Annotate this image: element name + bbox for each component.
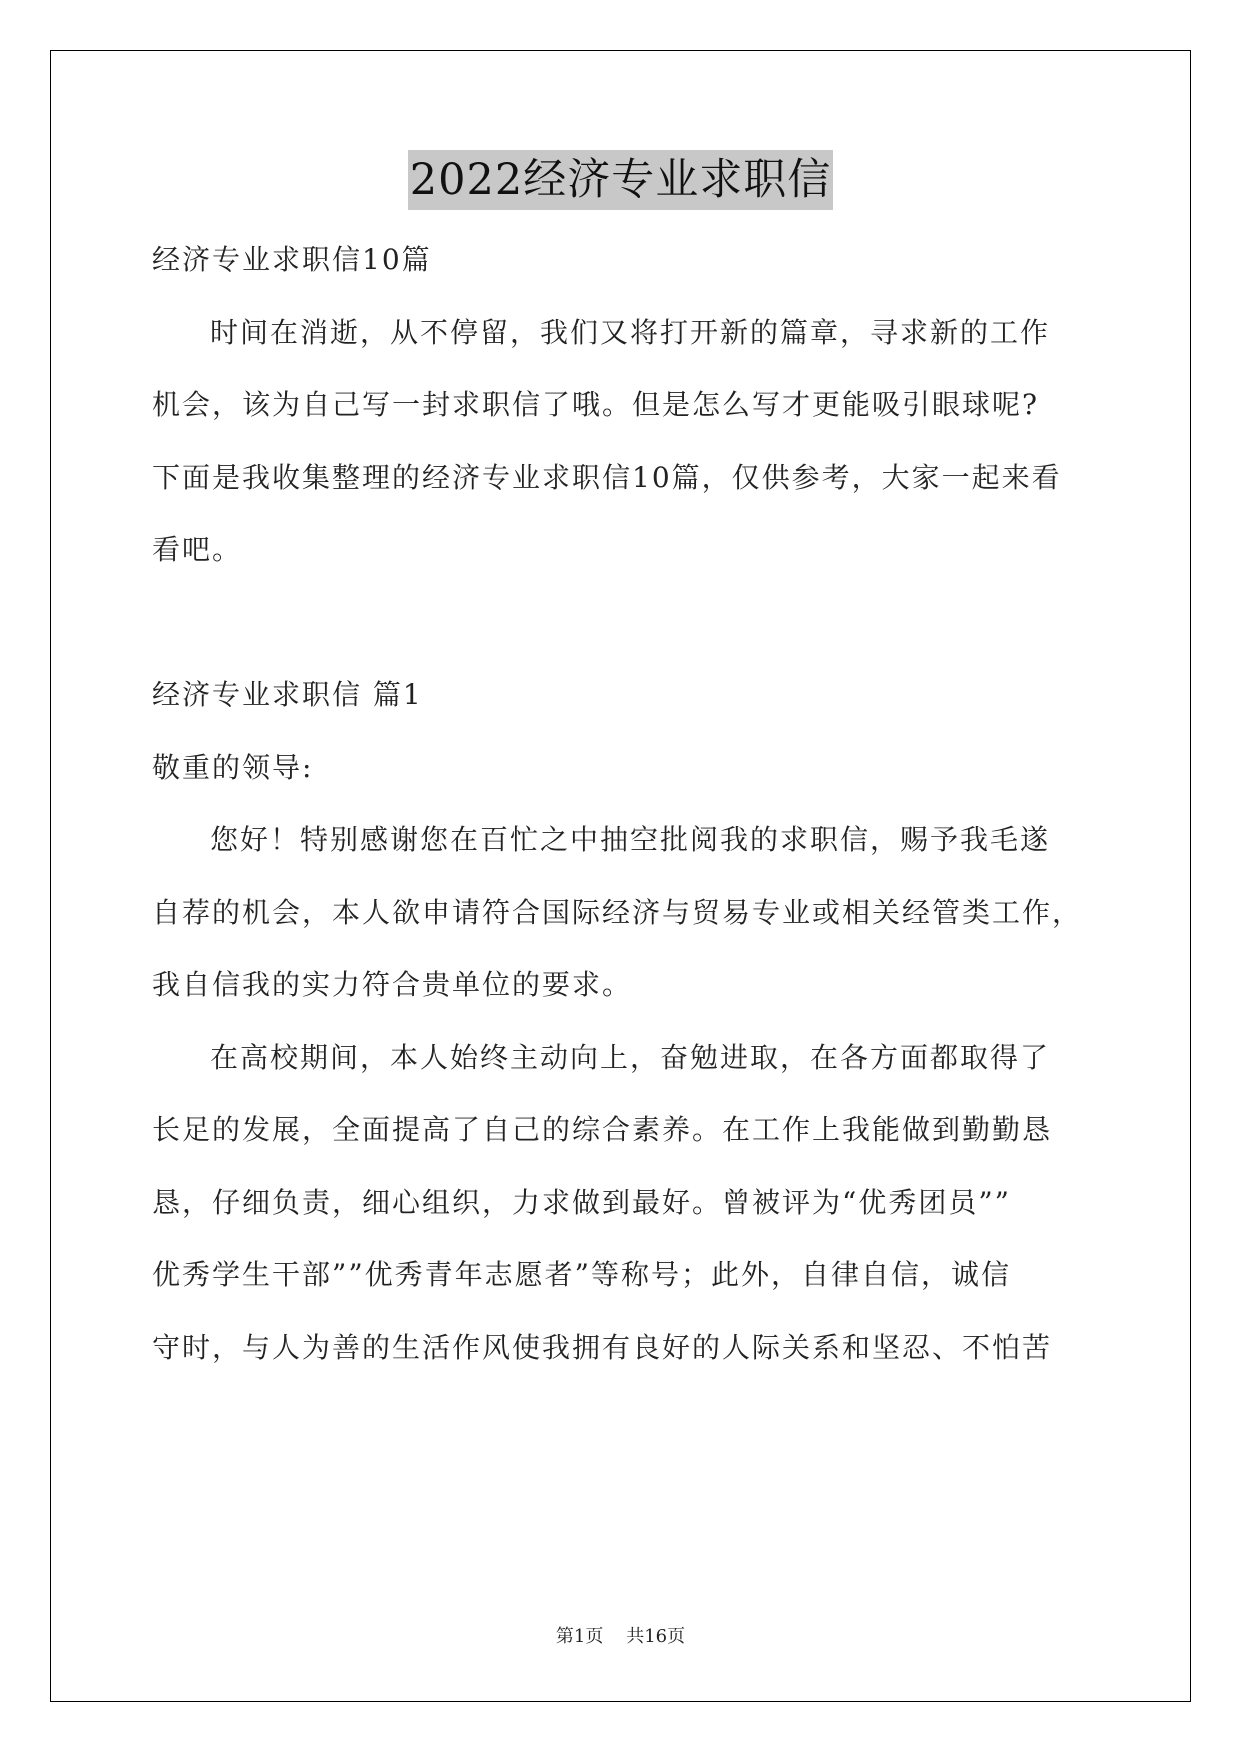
page-number: 第1页 bbox=[555, 1626, 604, 1647]
paragraph-line: 机会，该为自己写一封求职信了哦。但是怎么写才更能吸引眼球呢? bbox=[152, 388, 1040, 421]
paragraph-line: 下面是我收集整理的经济专业求职信10篇，仅供参考，大家一起来看 bbox=[152, 461, 1062, 494]
paragraph-line: 我自信我的实力符合贵单位的要求。 bbox=[152, 968, 633, 1001]
title-wrap bbox=[0, 150, 1241, 210]
paragraph-line: 长足的发展，全面提高了自己的综合素养。在工作上我能做到勤勤恳 bbox=[152, 1113, 1053, 1146]
salutation: 敬重的领导: bbox=[152, 751, 314, 784]
paragraph-line: 优秀学生干部””优秀青年志愿者”等称号；此外，自律自信，诚信 bbox=[152, 1258, 1011, 1291]
paragraph-line: 守时，与人为善的生活作风使我拥有良好的人际关系和坚忍、不怕苦 bbox=[152, 1331, 1053, 1364]
paragraph-line: 恳，仔细负责，细心组织，力求做到最好。曾被评为“优秀团员”” bbox=[152, 1186, 1011, 1219]
document-title: 2022经济专业求职信 bbox=[408, 150, 833, 210]
section-heading: 经济专业求职信 篇1 bbox=[152, 678, 423, 711]
paragraph-line: 自荐的机会，本人欲申请符合国际经济与贸易专业或相关经管类工作， bbox=[152, 896, 1083, 929]
paragraph-line: 看吧。 bbox=[152, 533, 243, 566]
document-subtitle: 经济专业求职信10篇 bbox=[152, 243, 432, 276]
page-border bbox=[50, 50, 1191, 1702]
page-total: 共16页 bbox=[626, 1626, 686, 1647]
page-footer bbox=[0, 1625, 1241, 1649]
paragraph-line: 时间在消逝，从不停留，我们又将打开新的篇章，寻求新的工作 bbox=[210, 316, 1051, 349]
paragraph-line: 您好！特别感谢您在百忙之中抽空批阅我的求职信，赐予我毛遂 bbox=[210, 823, 1051, 856]
paragraph-line: 在高校期间，本人始终主动向上，奋勉进取，在各方面都取得了 bbox=[210, 1041, 1051, 1074]
